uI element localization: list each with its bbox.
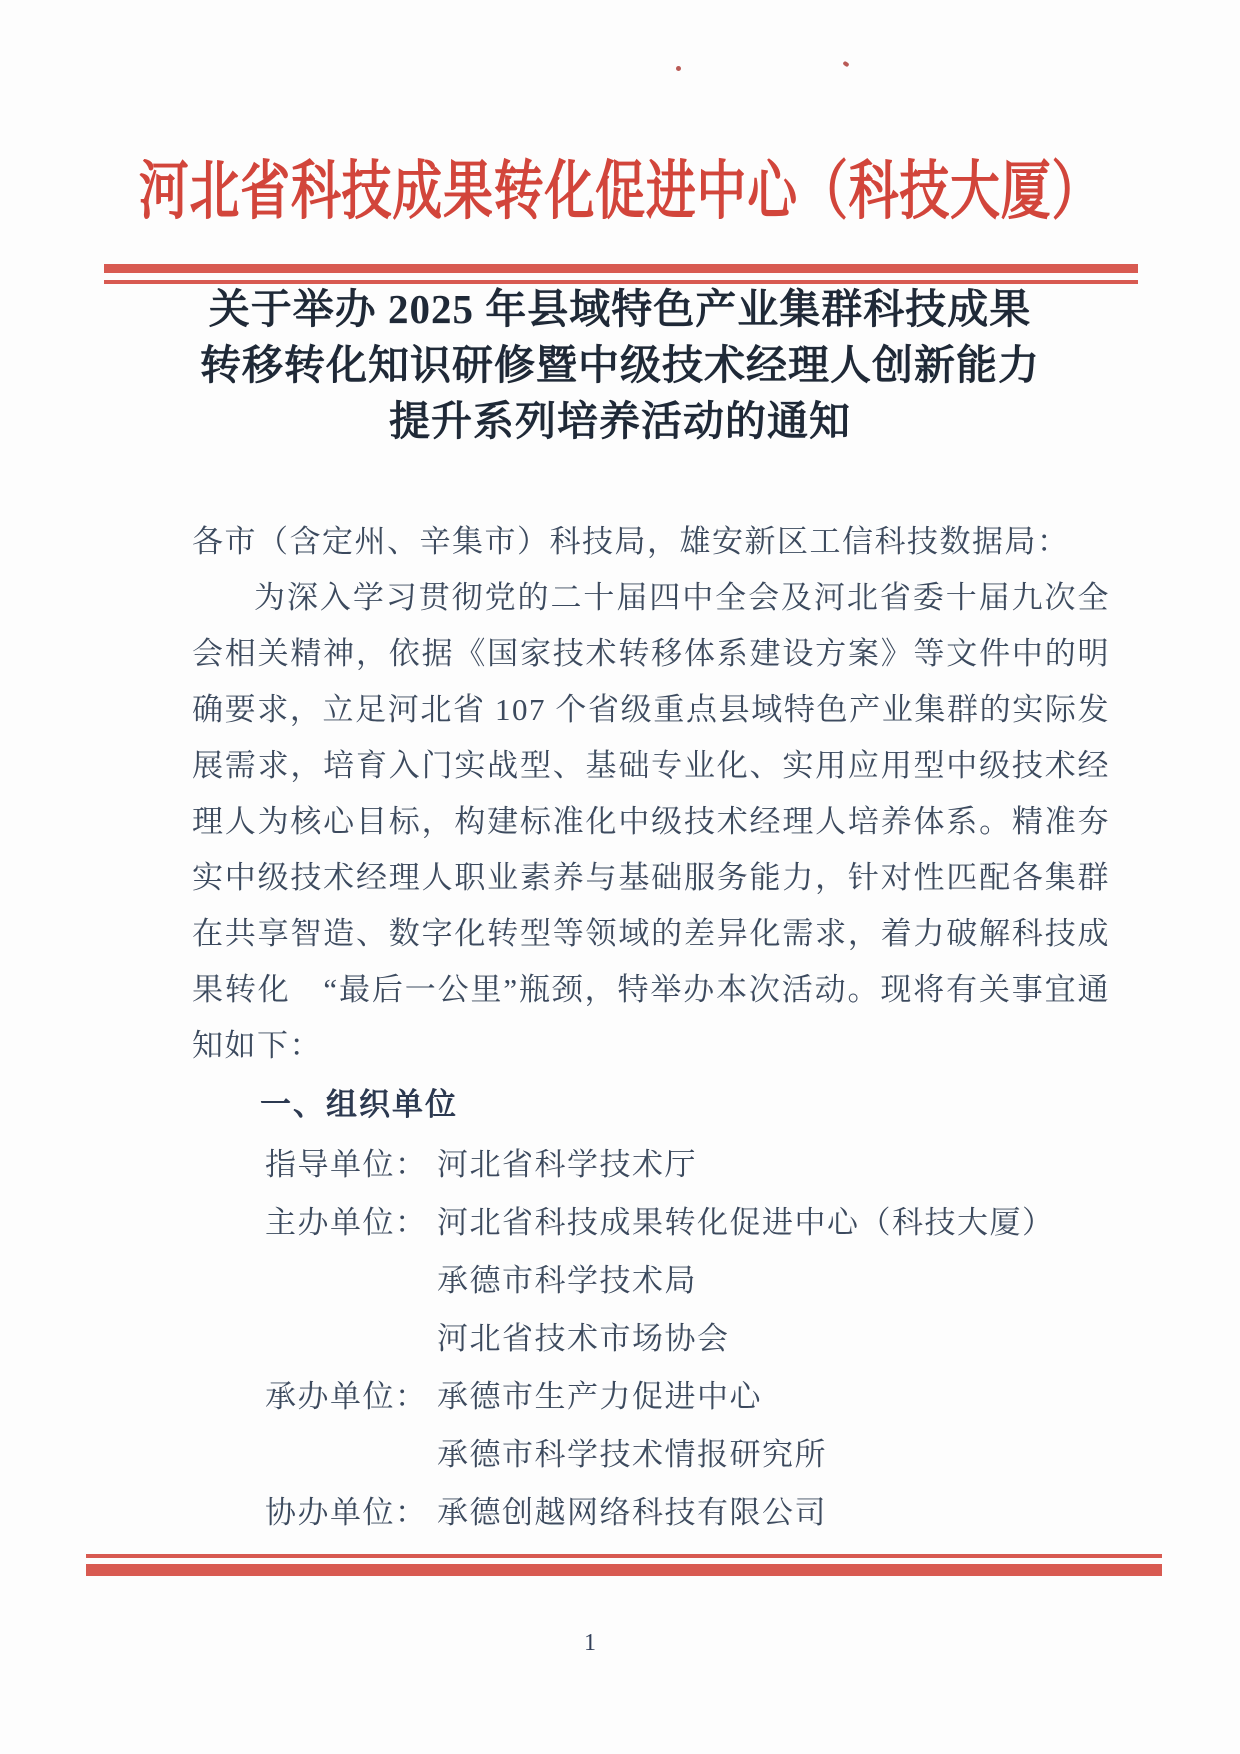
document-body <box>192 514 1110 1542</box>
main-paragraph: 为深入学习贯彻党的二十届四中全会及河北省委十届九次全会相关精神，依据《国家技术转移体系建设方案》等文件中的明确要求，立足河北省 107 个省级重点县域特色产业集群的实际发展需求，培育入门实战型、基础专业化、实用应用型中级技术经理人为核心目标，构建标准化中级技术经理人培养体系。精准夯实中级技术经理人职业素养与基础服务能力，针对性匹配各集群在共享智造、数字化转型等领域的差异化需求，着力破解科技成果转化 “最后一公里”瓶颈，特举办本次活动。现将有关事宜通知如下： <box>192 580 1111 1063</box>
org-row-host-3 <box>192 1310 1110 1368</box>
org-label: 承办单位： <box>265 1379 428 1414</box>
scan-speck <box>676 66 681 71</box>
org-value: 承德市生产力促进中心 <box>437 1379 762 1414</box>
org-row-co-organizer <box>192 1484 1110 1542</box>
page-number: 1 <box>584 1630 596 1656</box>
document-title-line-2: 转移转化知识研修暨中级技术经理人创新能力 <box>200 342 1040 388</box>
document-title-line-1: 关于举办 2025 年县域特色产业集群科技成果 <box>208 286 1032 332</box>
org-value: 承德市科学技术情报研究所 <box>437 1437 827 1472</box>
org-row-guidance <box>192 1136 1110 1194</box>
org-label: 协办单位： <box>265 1495 428 1530</box>
org-label: 主办单位： <box>265 1205 428 1240</box>
section-heading-organizers: 一、组织单位 <box>260 1087 458 1122</box>
org-row-host-2 <box>192 1252 1110 1310</box>
footer-double-rule <box>86 1554 1162 1576</box>
rule-thick <box>104 264 1138 273</box>
letterhead-org-name: 河北省科技成果转化促进中心（科技大厦） <box>138 156 1102 227</box>
org-row-undertaker-2 <box>192 1426 1110 1484</box>
document-title-line-3: 提升系列培养活动的通知 <box>389 398 851 444</box>
org-value: 河北省科技成果转化促进中心（科技大厦） <box>437 1205 1055 1240</box>
letterhead-title <box>0 150 1240 234</box>
document-title <box>70 281 1170 449</box>
org-row-undertaker <box>192 1368 1110 1426</box>
org-value: 河北省技术市场协会 <box>437 1321 730 1356</box>
org-value: 承德创越网络科技有限公司 <box>437 1495 827 1530</box>
org-label: 指导单位： <box>265 1147 428 1182</box>
rule-gap <box>104 273 1138 280</box>
org-value: 承德市科学技术局 <box>437 1263 697 1298</box>
scan-speck <box>842 61 849 68</box>
salutation-line: 各市（含定州、辛集市）科技局，雄安新区工信科技数据局： <box>192 524 1070 559</box>
rule-thick <box>86 1564 1162 1576</box>
org-value: 河北省科学技术厅 <box>437 1147 697 1182</box>
org-row-host <box>192 1194 1110 1252</box>
